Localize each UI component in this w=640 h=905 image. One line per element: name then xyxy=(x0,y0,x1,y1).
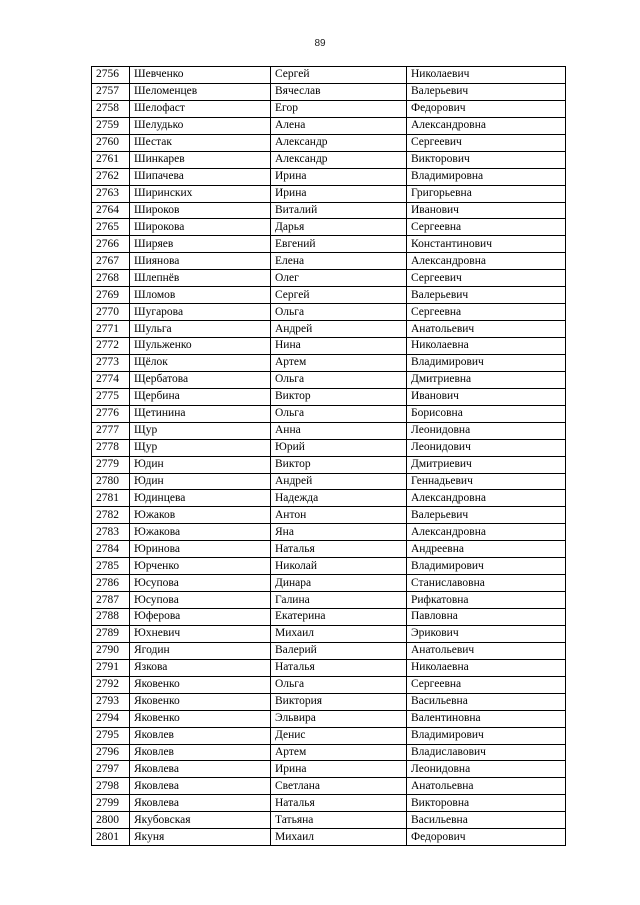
last-name-cell: Шиянова xyxy=(130,253,271,270)
page-number: 89 xyxy=(314,38,326,49)
first-name-cell: Евгений xyxy=(271,236,407,253)
first-name-cell: Нина xyxy=(271,338,407,355)
last-name-cell: Яковенко xyxy=(130,710,271,727)
table-row xyxy=(92,642,566,659)
row-number-cell: 2792 xyxy=(92,676,130,693)
last-name-cell: Юдинцева xyxy=(130,490,271,507)
table-row xyxy=(92,405,566,422)
first-name-cell: Александр xyxy=(271,134,407,151)
row-number-cell: 2793 xyxy=(92,693,130,710)
last-name-cell: Шульженко xyxy=(130,338,271,355)
table-row xyxy=(92,304,566,321)
patronymic-cell: Александровна xyxy=(407,253,566,270)
first-name-cell: Ольга xyxy=(271,405,407,422)
patronymic-cell: Сергеевич xyxy=(407,270,566,287)
row-number-cell: 2782 xyxy=(92,507,130,524)
table-row xyxy=(92,338,566,355)
row-number-cell: 2787 xyxy=(92,592,130,609)
table-row xyxy=(92,490,566,507)
table-row xyxy=(92,253,566,270)
last-name-cell: Юхневич xyxy=(130,625,271,642)
row-number-cell: 2781 xyxy=(92,490,130,507)
table-row xyxy=(92,812,566,829)
last-name-cell: Шевченко xyxy=(130,67,271,84)
table-row xyxy=(92,609,566,626)
patronymic-cell: Валерьевич xyxy=(407,83,566,100)
patronymic-cell: Григорьевна xyxy=(407,185,566,202)
table-row xyxy=(92,219,566,236)
patronymic-cell: Станиславовна xyxy=(407,575,566,592)
first-name-cell: Эльвира xyxy=(271,710,407,727)
first-name-cell: Артем xyxy=(271,744,407,761)
last-name-cell: Юдин xyxy=(130,456,271,473)
first-name-cell: Егор xyxy=(271,100,407,117)
table-row xyxy=(92,541,566,558)
table-row xyxy=(92,321,566,338)
first-name-cell: Екатерина xyxy=(271,609,407,626)
first-name-cell: Елена xyxy=(271,253,407,270)
row-number-cell: 2762 xyxy=(92,168,130,185)
row-number-cell: 2760 xyxy=(92,134,130,151)
row-number-cell: 2798 xyxy=(92,778,130,795)
last-name-cell: Яковлева xyxy=(130,778,271,795)
row-number-cell: 2801 xyxy=(92,829,130,846)
table-row xyxy=(92,524,566,541)
last-name-cell: Щур xyxy=(130,422,271,439)
patronymic-cell: Сергеевна xyxy=(407,219,566,236)
first-name-cell: Сергей xyxy=(271,287,407,304)
first-name-cell: Анна xyxy=(271,422,407,439)
first-name-cell: Виктор xyxy=(271,456,407,473)
last-name-cell: Яковлева xyxy=(130,761,271,778)
patronymic-cell: Васильевна xyxy=(407,693,566,710)
patronymic-cell: Борисовна xyxy=(407,405,566,422)
row-number-cell: 2774 xyxy=(92,371,130,388)
first-name-cell: Алена xyxy=(271,117,407,134)
patronymic-cell: Валентиновна xyxy=(407,710,566,727)
last-name-cell: Шломов xyxy=(130,287,271,304)
first-name-cell: Дарья xyxy=(271,219,407,236)
row-number-cell: 2758 xyxy=(92,100,130,117)
first-name-cell: Николай xyxy=(271,558,407,575)
patronymic-cell: Сергеевна xyxy=(407,676,566,693)
last-name-cell: Язкова xyxy=(130,659,271,676)
first-name-cell: Андрей xyxy=(271,321,407,338)
last-name-cell: Яковлева xyxy=(130,795,271,812)
table-row xyxy=(92,287,566,304)
patronymic-cell: Анатольевич xyxy=(407,321,566,338)
first-name-cell: Ирина xyxy=(271,185,407,202)
row-number-cell: 2769 xyxy=(92,287,130,304)
patronymic-cell: Иванович xyxy=(407,388,566,405)
first-name-cell: Татьяна xyxy=(271,812,407,829)
table-row xyxy=(92,100,566,117)
patronymic-cell: Геннадьевич xyxy=(407,473,566,490)
first-name-cell: Наталья xyxy=(271,795,407,812)
table-row xyxy=(92,185,566,202)
last-name-cell: Широков xyxy=(130,202,271,219)
last-name-cell: Ширинских xyxy=(130,185,271,202)
table-row xyxy=(92,117,566,134)
row-number-cell: 2765 xyxy=(92,219,130,236)
table-row xyxy=(92,744,566,761)
patronymic-cell: Рифкатовна xyxy=(407,592,566,609)
table-row xyxy=(92,456,566,473)
last-name-cell: Шлепнёв xyxy=(130,270,271,287)
patronymic-cell: Владиславович xyxy=(407,744,566,761)
first-name-cell: Ольга xyxy=(271,371,407,388)
first-name-cell: Галина xyxy=(271,592,407,609)
first-name-cell: Светлана xyxy=(271,778,407,795)
patronymic-cell: Владимирович xyxy=(407,558,566,575)
last-name-cell: Шелудько xyxy=(130,117,271,134)
last-name-cell: Щур xyxy=(130,439,271,456)
patronymic-cell: Николаевна xyxy=(407,659,566,676)
patronymic-cell: Леонидовна xyxy=(407,422,566,439)
first-name-cell: Юрий xyxy=(271,439,407,456)
table-row xyxy=(92,693,566,710)
patronymic-cell: Федорович xyxy=(407,100,566,117)
first-name-cell: Наталья xyxy=(271,659,407,676)
first-name-cell: Ольга xyxy=(271,676,407,693)
table-row xyxy=(92,67,566,84)
patronymic-cell: Сергеевна xyxy=(407,304,566,321)
patronymic-cell: Александровна xyxy=(407,524,566,541)
first-name-cell: Михаил xyxy=(271,829,407,846)
table-row xyxy=(92,778,566,795)
first-name-cell: Надежда xyxy=(271,490,407,507)
row-number-cell: 2800 xyxy=(92,812,130,829)
row-number-cell: 2770 xyxy=(92,304,130,321)
row-number-cell: 2777 xyxy=(92,422,130,439)
table-row xyxy=(92,795,566,812)
row-number-cell: 2775 xyxy=(92,388,130,405)
row-number-cell: 2780 xyxy=(92,473,130,490)
table-row xyxy=(92,558,566,575)
patronymic-cell: Владимирович xyxy=(407,727,566,744)
first-name-cell: Денис xyxy=(271,727,407,744)
row-number-cell: 2768 xyxy=(92,270,130,287)
table-row xyxy=(92,151,566,168)
row-number-cell: 2766 xyxy=(92,236,130,253)
first-name-cell: Сергей xyxy=(271,67,407,84)
table-row xyxy=(92,659,566,676)
row-number-cell: 2789 xyxy=(92,625,130,642)
row-number-cell: 2761 xyxy=(92,151,130,168)
row-number-cell: 2778 xyxy=(92,439,130,456)
first-name-cell: Яна xyxy=(271,524,407,541)
patronymic-cell: Валерьевич xyxy=(407,287,566,304)
last-name-cell: Юсупова xyxy=(130,592,271,609)
first-name-cell: Артем xyxy=(271,354,407,371)
table-row xyxy=(92,202,566,219)
first-name-cell: Ирина xyxy=(271,761,407,778)
table-row xyxy=(92,727,566,744)
patronymic-cell: Федорович xyxy=(407,829,566,846)
row-number-cell: 2794 xyxy=(92,710,130,727)
row-number-cell: 2786 xyxy=(92,575,130,592)
last-name-cell: Ширяев xyxy=(130,236,271,253)
row-number-cell: 2779 xyxy=(92,456,130,473)
last-name-cell: Шестак xyxy=(130,134,271,151)
last-name-cell: Якубовская xyxy=(130,812,271,829)
last-name-cell: Юферова xyxy=(130,609,271,626)
first-name-cell: Валерий xyxy=(271,642,407,659)
table-row xyxy=(92,676,566,693)
first-name-cell: Вячеслав xyxy=(271,83,407,100)
last-name-cell: Юсупова xyxy=(130,575,271,592)
row-number-cell: 2799 xyxy=(92,795,130,812)
table-row xyxy=(92,168,566,185)
patronymic-cell: Константинович xyxy=(407,236,566,253)
row-number-cell: 2788 xyxy=(92,609,130,626)
row-number-cell: 2785 xyxy=(92,558,130,575)
last-name-cell: Юрченко xyxy=(130,558,271,575)
table-row xyxy=(92,507,566,524)
last-name-cell: Щёлок xyxy=(130,354,271,371)
last-name-cell: Шугарова xyxy=(130,304,271,321)
row-number-cell: 2797 xyxy=(92,761,130,778)
row-number-cell: 2783 xyxy=(92,524,130,541)
last-name-cell: Южаков xyxy=(130,507,271,524)
row-number-cell: 2772 xyxy=(92,338,130,355)
first-name-cell: Виктор xyxy=(271,388,407,405)
patronymic-cell: Александровна xyxy=(407,117,566,134)
row-number-cell: 2784 xyxy=(92,541,130,558)
last-name-cell: Щербатова xyxy=(130,371,271,388)
patronymic-cell: Александровна xyxy=(407,490,566,507)
table-row xyxy=(92,371,566,388)
last-name-cell: Щербина xyxy=(130,388,271,405)
table-row xyxy=(92,829,566,846)
last-name-cell: Шульга xyxy=(130,321,271,338)
first-name-cell: Наталья xyxy=(271,541,407,558)
patronymic-cell: Иванович xyxy=(407,202,566,219)
first-name-cell: Александр xyxy=(271,151,407,168)
patronymic-cell: Васильевна xyxy=(407,812,566,829)
patronymic-cell: Дмитриевич xyxy=(407,456,566,473)
table-row xyxy=(92,236,566,253)
last-name-cell: Шипачева xyxy=(130,168,271,185)
patronymic-cell: Николаевна xyxy=(407,338,566,355)
last-name-cell: Юдин xyxy=(130,473,271,490)
first-name-cell: Виктория xyxy=(271,693,407,710)
row-number-cell: 2756 xyxy=(92,67,130,84)
last-name-cell: Яковлев xyxy=(130,727,271,744)
patronymic-cell: Павловна xyxy=(407,609,566,626)
roster-table-body xyxy=(92,67,566,846)
last-name-cell: Шеломенцев xyxy=(130,83,271,100)
row-number-cell: 2757 xyxy=(92,83,130,100)
row-number-cell: 2771 xyxy=(92,321,130,338)
roster-table xyxy=(91,66,566,846)
table-row xyxy=(92,422,566,439)
table-row xyxy=(92,439,566,456)
table-row xyxy=(92,83,566,100)
patronymic-cell: Дмитриевна xyxy=(407,371,566,388)
table-row xyxy=(92,134,566,151)
last-name-cell: Юринова xyxy=(130,541,271,558)
table-row xyxy=(92,270,566,287)
patronymic-cell: Сергеевич xyxy=(407,134,566,151)
row-number-cell: 2773 xyxy=(92,354,130,371)
table-row xyxy=(92,710,566,727)
first-name-cell: Динара xyxy=(271,575,407,592)
first-name-cell: Антон xyxy=(271,507,407,524)
patronymic-cell: Владимирович xyxy=(407,354,566,371)
first-name-cell: Ольга xyxy=(271,304,407,321)
patronymic-cell: Викторович xyxy=(407,151,566,168)
table-row xyxy=(92,575,566,592)
row-number-cell: 2759 xyxy=(92,117,130,134)
last-name-cell: Ягодин xyxy=(130,642,271,659)
patronymic-cell: Анатольевна xyxy=(407,778,566,795)
patronymic-cell: Леонидович xyxy=(407,439,566,456)
table-row xyxy=(92,625,566,642)
first-name-cell: Ирина xyxy=(271,168,407,185)
last-name-cell: Южакова xyxy=(130,524,271,541)
patronymic-cell: Викторовна xyxy=(407,795,566,812)
row-number-cell: 2776 xyxy=(92,405,130,422)
patronymic-cell: Анатольевич xyxy=(407,642,566,659)
table-row xyxy=(92,592,566,609)
first-name-cell: Андрей xyxy=(271,473,407,490)
patronymic-cell: Валерьевич xyxy=(407,507,566,524)
last-name-cell: Яковлев xyxy=(130,744,271,761)
last-name-cell: Яковенко xyxy=(130,676,271,693)
first-name-cell: Олег xyxy=(271,270,407,287)
last-name-cell: Яковенко xyxy=(130,693,271,710)
last-name-cell: Широкова xyxy=(130,219,271,236)
row-number-cell: 2791 xyxy=(92,659,130,676)
first-name-cell: Михаил xyxy=(271,625,407,642)
row-number-cell: 2790 xyxy=(92,642,130,659)
last-name-cell: Шинкарев xyxy=(130,151,271,168)
row-number-cell: 2796 xyxy=(92,744,130,761)
patronymic-cell: Николаевич xyxy=(407,67,566,84)
patronymic-cell: Владимировна xyxy=(407,168,566,185)
table-row xyxy=(92,388,566,405)
first-name-cell: Виталий xyxy=(271,202,407,219)
patronymic-cell: Эрикович xyxy=(407,625,566,642)
last-name-cell: Якуня xyxy=(130,829,271,846)
row-number-cell: 2767 xyxy=(92,253,130,270)
table-row xyxy=(92,473,566,490)
table-row xyxy=(92,354,566,371)
row-number-cell: 2764 xyxy=(92,202,130,219)
row-number-cell: 2763 xyxy=(92,185,130,202)
last-name-cell: Шелофаст xyxy=(130,100,271,117)
patronymic-cell: Леонидовна xyxy=(407,761,566,778)
last-name-cell: Щетинина xyxy=(130,405,271,422)
row-number-cell: 2795 xyxy=(92,727,130,744)
patronymic-cell: Андреевна xyxy=(407,541,566,558)
table-row xyxy=(92,761,566,778)
